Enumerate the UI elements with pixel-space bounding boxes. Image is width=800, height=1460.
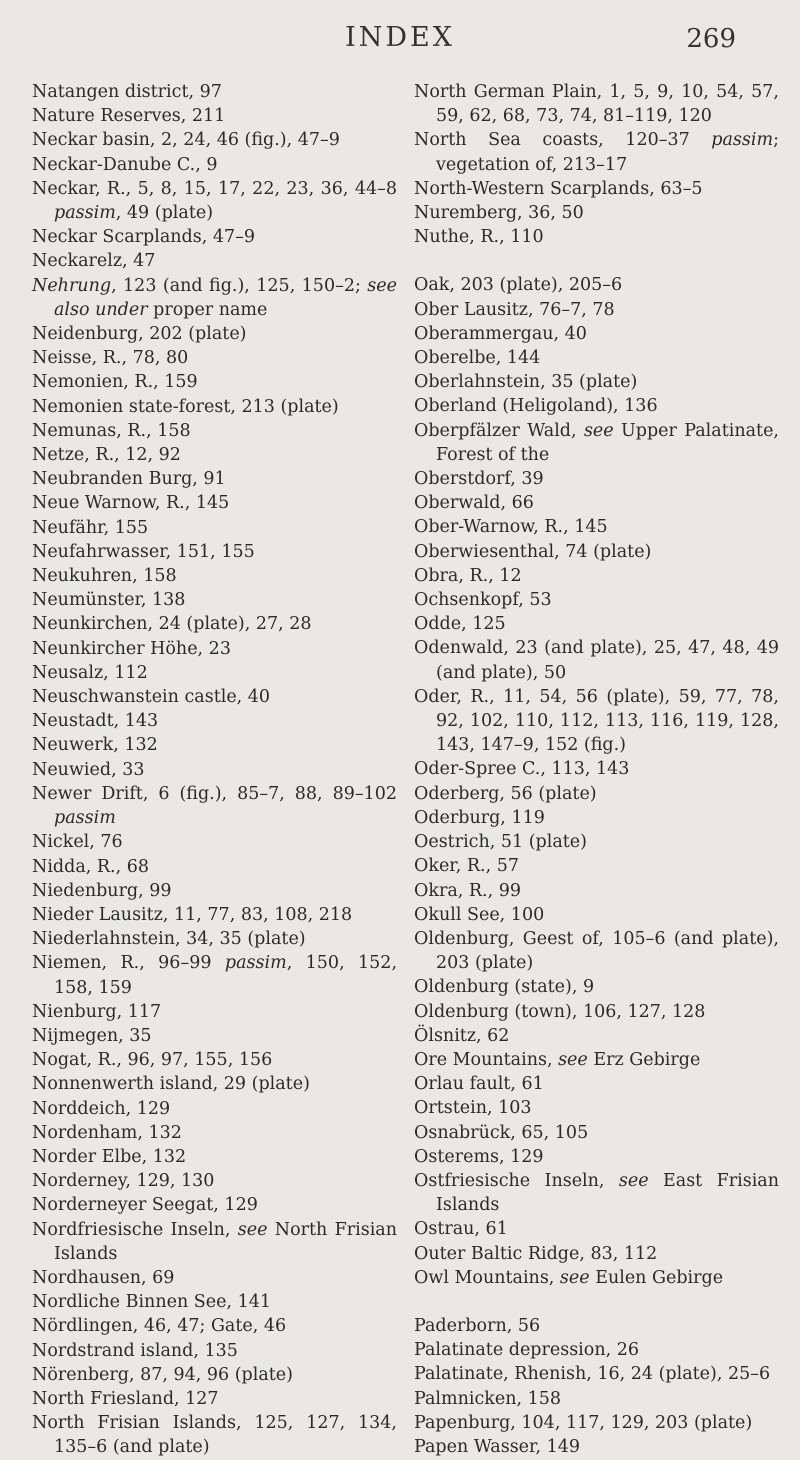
index-entry: Palmnicken, 158 [414,1388,562,1409]
index-entry: Oberwiesenthal, 74 (plate) [414,541,652,562]
index-entry: Nature Reserves, 211 [32,106,226,127]
index-entry: Nordliche Binnen See, 141 [32,1292,272,1313]
index-entry: Ortstein, 103 [414,1098,532,1119]
index-entry: Neckar, R., 5, 8, 15, 17, 22, 23, 36, 44–8 passim, 49 (plate) [32,178,397,224]
index-entry: Oberland (Heligoland), 136 [414,396,658,417]
index-entry: Neuwied, 33 [32,759,145,780]
index-entry: Ore Mountains, see Erz Gebirge [414,1049,701,1070]
index-entry: Nonnenwerth island, 29 (plate) [32,1074,310,1095]
index-entry: Nemunas, R., 158 [32,420,191,441]
index-entry: Neisse, R., 78, 80 [32,348,189,369]
index-entry: Neunkirchen, 24 (plate), 27, 28 [32,614,312,635]
index-entry: Norddeich, 129 [32,1098,171,1119]
index-entry: Nordenham, 132 [32,1122,182,1143]
index-entry: Odenwald, 23 (and plate), 25, 47, 48, 49 (and plate), 50 [414,638,779,683]
index-entry: Nickel, 76 [32,832,123,853]
index-entry: Oberlahnstein, 35 (plate) [414,372,638,393]
index-entry: North German Plain, 1, 5, 9, 10, 54, 57, 59, 62, 68, 73, 74, 81–119, 120 [414,82,779,127]
index-entry: Oberammergau, 40 [414,323,587,344]
index-entry: Niemen, R., 96–99 passim, 150, 152, 158, 159 [32,953,398,998]
index-entry: Neubranden Burg, 91 [32,469,226,490]
index-entry: North Sea coasts, 120–37 passim; vegetation of, 213–17 [414,130,779,175]
index-entry: Nuremberg, 36, 50 [414,203,584,224]
index-column-left [32,80,397,1460]
index-entry: North Friesland, 127 [32,1388,219,1409]
index-entry: Norder Elbe, 132 [32,1146,187,1167]
index-entry: Oder-Spree C., 113, 143 [414,759,630,780]
index-entry: Neuwerk, 132 [32,735,158,756]
index-entry: Nordfriesische Inseln, see North Frisian Islands [32,1219,398,1264]
index-entry: Nienburg, 117 [32,1001,162,1022]
index-entry: Newer Drift, 6 (fig.), 85–7, 88, 89–102 passim [32,783,397,829]
index-entry: Nehrung, 123 (and fig.), 125, 150–2; see also under proper name [32,275,397,320]
index-entry: North Frisian Islands, 125, 127, 134, 135–6 (and plate) [32,1413,397,1458]
index-entry: Norderney, 129, 130 [32,1171,215,1192]
index-entry: Oberwald, 66 [414,493,534,514]
index-entry: Oak, 203 (plate), 205–6 [414,275,623,296]
index-entry: Palatinate depression, 26 [414,1340,639,1361]
index-entry: Neue Warnow, R., 145 [32,493,230,514]
index-entry: Neckar Scarplands, 47–9 [32,227,255,248]
index-entry: Neuschwanstein castle, 40 [32,687,271,708]
index-entry: Nemonien state-forest, 213 (plate) [32,396,339,417]
index-entry: Neckarelz, 47 [32,251,156,272]
index-entry: Oberstdorf, 39 [414,469,544,490]
page-number: 269 [686,24,736,54]
index-entry: Oberpfälzer Wald, see Upper Palatinate, Forest of the [414,420,779,465]
page-header-title: INDEX [345,22,455,53]
index-entry: Papenburg, 104, 117, 129, 203 (plate) [414,1412,753,1433]
index-entry: Neusalz, 112 [32,662,148,683]
index-entry: Oldenburg (state), 9 [414,977,595,998]
index-entry: Neufahrwasser, 151, 155 [32,541,255,562]
index-entry: Norderneyer Seegat, 129 [32,1195,258,1216]
index-entry: Ostrau, 61 [414,1219,508,1240]
index-entry: Neckar-Danube C., 9 [32,154,218,175]
index-entry: Ober Lausitz, 76–7, 78 [414,299,615,320]
index-entry: Okra, R., 99 [414,880,522,901]
index-entry: Owl Mountains, see Eulen Gebirge [414,1267,724,1288]
index-entry: Nordstrand island, 135 [32,1340,238,1361]
index-entry: Niederlahnstein, 34, 35 (plate) [32,929,306,950]
index-entry: Oderburg, 119 [414,807,545,828]
index-entry: Oberelbe, 144 [414,348,541,369]
index-entry: Nördlingen, 46, 47; Gate, 46 [32,1316,287,1337]
index-entry: Osnabrück, 65, 105 [414,1122,589,1143]
index-entry: Paderborn, 56 [414,1315,541,1336]
index-entry: Oldenburg, Geest of, 105–6 (and plate), 203 (plate) [414,928,779,974]
index-entry: Netze, R., 12, 92 [32,445,181,466]
index-entry: Nogat, R., 96, 97, 155, 156 [32,1050,273,1071]
index-entry: Neumünster, 138 [32,590,186,611]
index-entry: Okull See, 100 [414,904,545,925]
index-entry: Palatinate, Rhenish, 16, 24 (plate), 25–6 [414,1364,771,1385]
index-entry: Neckar basin, 2, 24, 46 (fig.), 47–9 [32,130,340,151]
index-entry: Orlau fault, 61 [414,1074,544,1095]
index-entry: Ostfriesische Inseln, see East Frisian Islands [414,1170,779,1216]
index-entry: Oestrich, 51 (plate) [414,832,587,853]
index-column-right [414,80,779,1459]
index-entry: Nordhausen, 69 [32,1267,175,1288]
index-entry: Neunkircher Höhe, 23 [32,638,231,659]
index-entry: Neufähr, 155 [32,517,149,538]
index-entry: Odde, 125 [414,614,506,635]
index-entry: Nörenberg, 87, 94, 96 (plate) [32,1364,293,1385]
index-entry: Oker, R., 57 [414,856,520,877]
index-entry: Nidda, R., 68 [32,856,150,877]
index-entry: Osterems, 129 [414,1146,544,1167]
index-entry: Oderberg, 56 (plate) [414,783,597,804]
index-entry: Papen Wasser, 149 [414,1436,581,1457]
index-entry: Nuthe, R., 110 [414,227,544,248]
index-entry: Oder, R., 11, 54, 56 (plate), 59, 77, 78, 92, 102, 110, 112, 113, 116, 119, 128, 143, 147–9, 152 (fig.) [414,686,779,756]
index-entry: Ober-Warnow, R., 145 [414,517,608,538]
index-entry: Neidenburg, 202 (plate) [32,324,247,345]
index-entry: North-Western Scarplands, 63–5 [414,178,703,199]
index-entry: Obra, R., 12 [414,565,522,586]
index-entry: Nemonien, R., 159 [32,372,198,393]
index-entry: Neustadt, 143 [32,711,159,732]
index-entry: Natangen district, 97 [32,82,222,102]
index-entry: Ochsenkopf, 53 [414,590,552,611]
index-entry: Outer Baltic Ridge, 83, 112 [414,1243,658,1264]
index-entry: Nijmegen, 35 [32,1025,152,1046]
index-entry: Oldenburg (town), 106, 127, 128 [414,1001,706,1022]
index-entry: Niedenburg, 99 [32,880,172,901]
index-entry: Neukuhren, 158 [32,566,177,587]
index-entry: Ölsnitz, 62 [414,1025,510,1046]
index-entry: Nieder Lausitz, 11, 77, 83, 108, 218 [32,904,353,925]
